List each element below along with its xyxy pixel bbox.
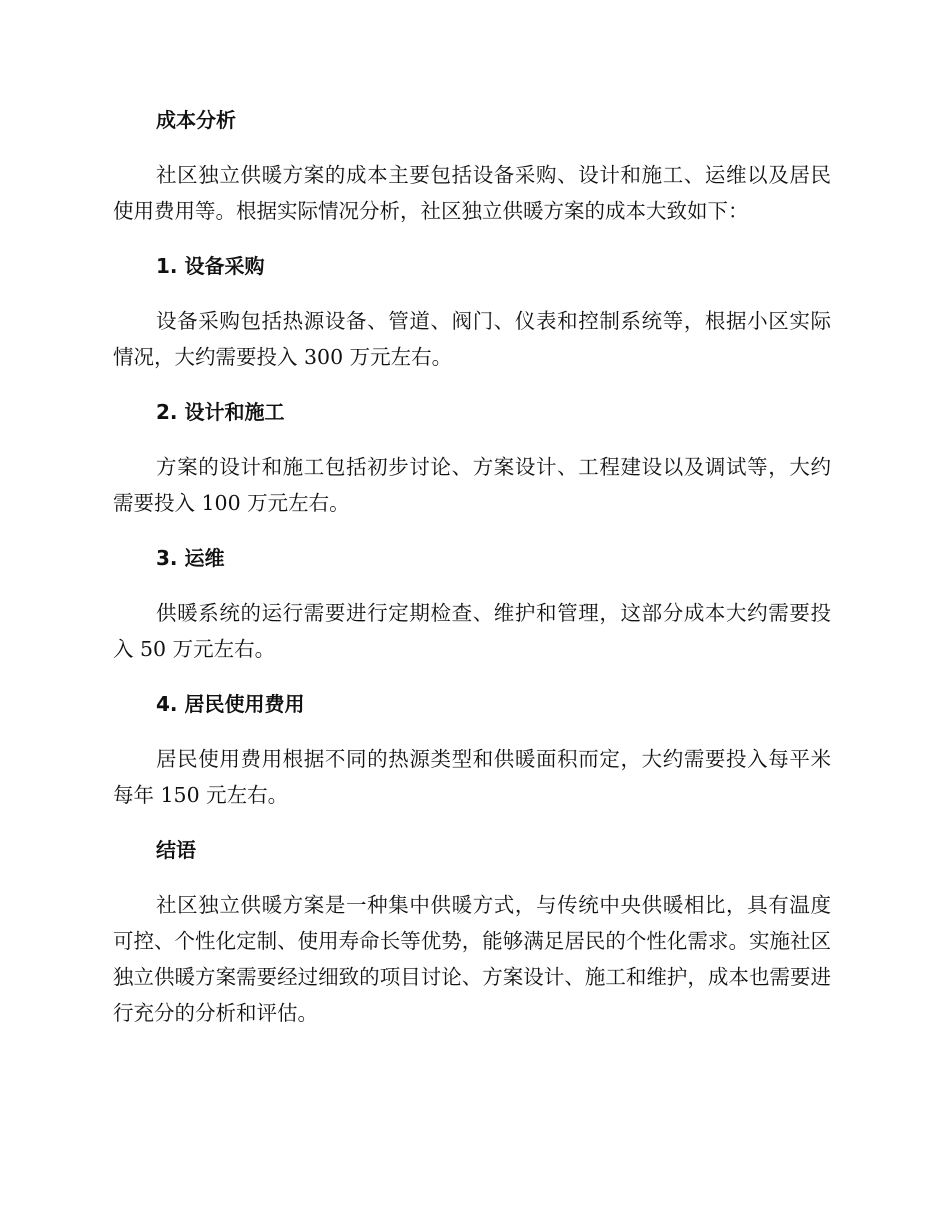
- section-heading-resident-fees: 4. 居民使用费用: [156, 692, 305, 716]
- document-page: [113, 105, 831, 1031]
- section-paragraph-design-construction: 方案的设计和施工包括初步讨论、方案设计、工程建设以及调试等，大约需要投入 100 万元左右。: [113, 455, 831, 515]
- section-heading-design-construction: 2. 设计和施工: [156, 400, 285, 424]
- section-heading-operations: 3. 运维: [156, 546, 225, 570]
- section-heading-cost-analysis: 成本分析: [156, 108, 236, 132]
- section-heading-equipment-purchase: 1. 设备采购: [156, 254, 265, 278]
- section-paragraph-cost-analysis: 社区独立供暖方案的成本主要包括设备采购、设计和施工、运维以及居民使用费用等。根据实际情况分析，社区独立供暖方案的成本大致如下：: [113, 163, 831, 223]
- section-paragraph-operations: 供暖系统的运行需要进行定期检查、维护和管理，这部分成本大约需要投入 50 万元左右。: [113, 601, 831, 661]
- section-paragraph-equipment-purchase: 设备采购包括热源设备、管道、阀门、仪表和控制系统等，根据小区实际情况，大约需要投入 300 万元左右。: [113, 309, 831, 369]
- section-heading-conclusion: 结语: [156, 838, 196, 862]
- section-paragraph-resident-fees: 居民使用费用根据不同的热源类型和供暖面积而定，大约需要投入每平米每年 150 元左右。: [113, 747, 831, 807]
- section-paragraph-conclusion: 社区独立供暖方案是一种集中供暖方式，与传统中央供暖相比，具有温度可控、个性化定制、使用寿命长等优势，能够满足居民的个性化需求。实施社区独立供暖方案需要经过细致的项目讨论、方案设计、施工和维护，成本也需要进行充分的分析和评估。: [113, 893, 831, 1025]
